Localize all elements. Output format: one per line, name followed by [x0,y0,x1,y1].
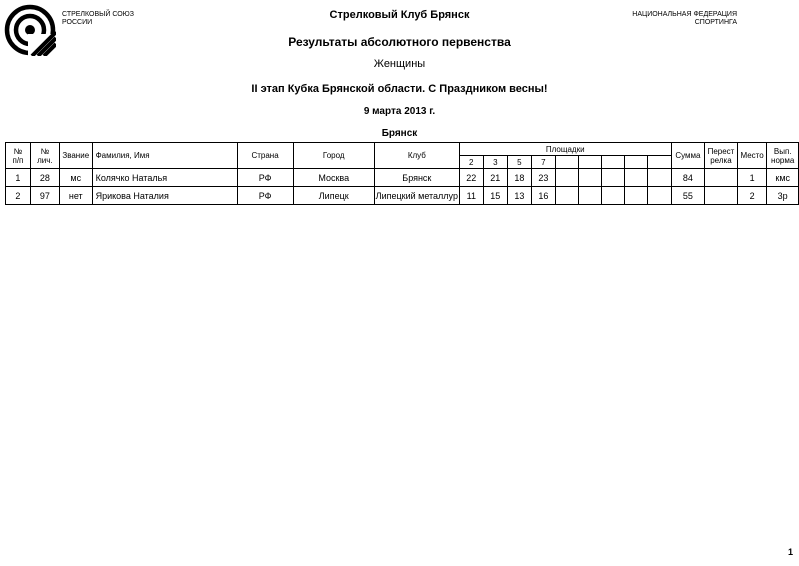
cell-sum: 55 [671,187,704,205]
header-norm-line-1: Вып. [773,146,792,156]
cell-country: РФ [237,187,293,205]
header-norm [767,143,799,169]
cell-score [648,187,671,205]
ground-number [555,156,578,169]
table-row [6,187,799,205]
cell-score [625,169,648,187]
header-num-line-1: № [13,146,23,156]
ground-number [625,156,648,169]
cell-score [625,187,648,205]
ground-number [579,156,601,169]
header-num-line-2: п/п [12,155,24,165]
cell-score [601,187,624,205]
cell-rank: нет [59,187,92,205]
org-right-line-2: СПОРТИНГА [694,19,737,26]
header-name: Фамилия, Имя [92,143,237,169]
category-title: Женщины [373,58,426,70]
club-title: Стрелковый Клуб Брянск [329,9,470,21]
cell-norm: кмс [767,169,799,187]
page-number: 1 [787,547,793,557]
cell-score: 18 [507,169,531,187]
cell-club: Брянск [374,169,459,187]
cell-num: 1 [6,169,31,187]
cell-num: 2 [6,187,31,205]
ground-number [601,156,624,169]
cell-city: Москва [293,169,374,187]
event-title: II этап Кубка Брянской области. С Праздником весны! [251,83,548,95]
ground-number [648,156,671,169]
org-left-line-1: СТРЕЛКОВЫЙ СОЮЗ [62,11,134,18]
cell-sum: 84 [671,169,704,187]
header-num [6,143,31,169]
header-rank: Звание [59,143,92,169]
header-norm-line-2: норма [771,155,795,165]
cell-place: 1 [737,169,767,187]
header-shootoff-line-2: релка [710,155,732,165]
header-club: Клуб [374,143,459,169]
ground-number: 7 [531,156,555,169]
header-sum: Сумма [671,143,704,169]
cell-name: Колячко Наталья [92,169,237,187]
cell-score: 22 [459,169,483,187]
cell-score: 23 [531,169,555,187]
cell-score [579,169,601,187]
cell-score: 13 [507,187,531,205]
cell-score [648,169,671,187]
cell-score [601,169,624,187]
cell-lic: 97 [30,187,59,205]
header-grounds: Площадки [459,143,671,156]
cell-rank: мс [59,169,92,187]
event-date: 9 марта 2013 г. [363,106,436,117]
header-shootoff [705,143,738,169]
header-place: Место [737,143,767,169]
cell-score: 16 [531,187,555,205]
header-city: Город [293,143,374,169]
cell-norm: 3р [767,187,799,205]
cell-shootoff [705,169,738,187]
cell-name: Ярикова Наталия [92,187,237,205]
cell-lic: 28 [30,169,59,187]
ground-number: 3 [483,156,507,169]
cell-score: 15 [483,187,507,205]
cell-score: 11 [459,187,483,205]
header-lic-line-2: лич. [37,155,53,165]
cell-shootoff [705,187,738,205]
table-row [6,169,799,187]
header-lic-line-1: № [40,146,50,156]
cell-place: 2 [737,187,767,205]
header-lic [30,143,59,169]
cell-city: Липецк [293,187,374,205]
ground-number: 5 [507,156,531,169]
org-right-line-1: НАЦИОНАЛЬНАЯ ФЕДЕРАЦИЯ [632,11,737,18]
org-left-line-2: РОССИИ [62,19,93,26]
cell-country: РФ [237,169,293,187]
header-country: Страна [237,143,293,169]
results-table [5,142,799,205]
cell-score [555,187,578,205]
header-shootoff-line-1: Перест [707,146,735,156]
cell-score: 21 [483,169,507,187]
cell-club: Липецкий металлур [374,187,459,205]
ground-number: 2 [459,156,483,169]
event-city: Брянск [381,128,418,139]
cell-score [555,169,578,187]
results-title: Результаты абсолютного первенства [288,35,511,49]
cell-score [579,187,601,205]
